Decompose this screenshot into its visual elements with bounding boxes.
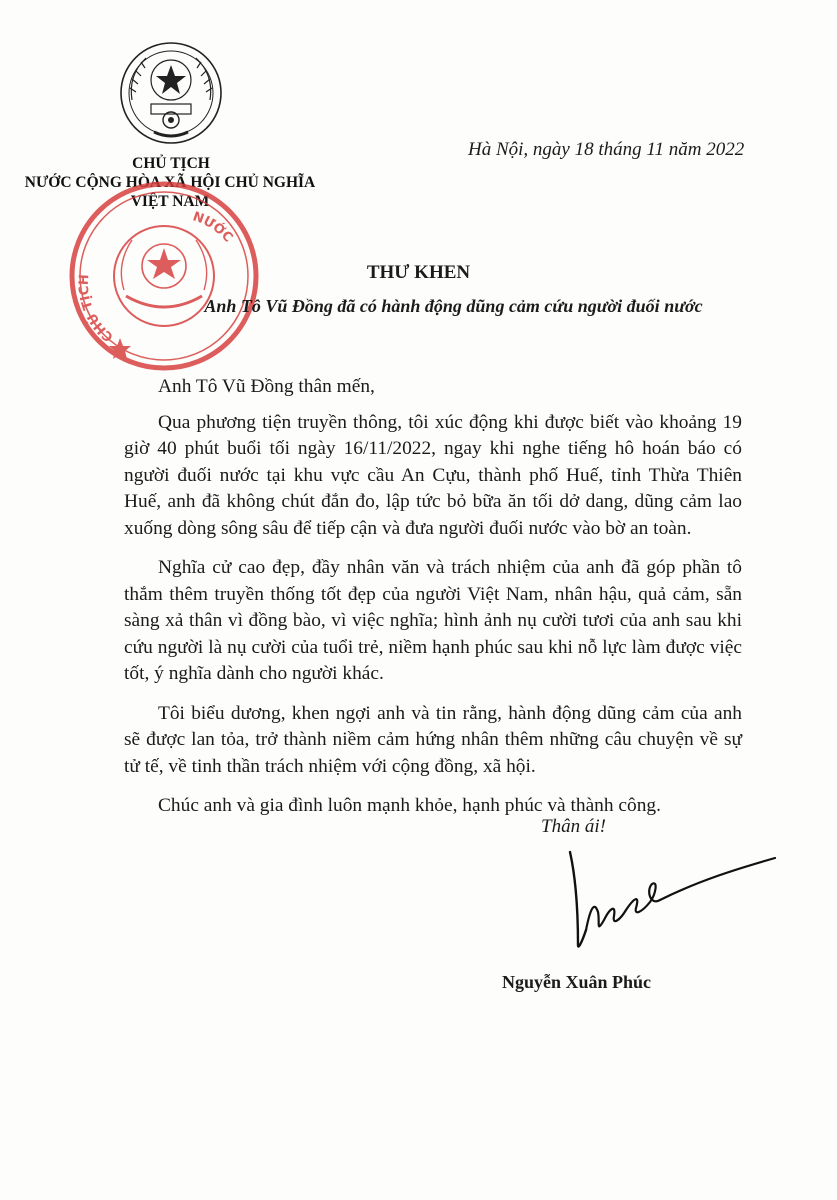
date-line: Hà Nội, ngày 18 tháng 11 năm 2022 [468,139,745,160]
letter-subtitle: Anh Tô Vũ Đồng đã có hành động dũng cảm cứu người đuối nước [204,296,703,316]
org-title: CHỦ TỊCH [132,155,210,172]
letter-title: THƯ KHEN [366,262,471,283]
national-emblem-icon [118,40,224,146]
org-country: VIỆT NAM [130,193,210,210]
paragraph: Nghĩa cử cao đẹp, đầy nhân văn và trách nhiệm của anh đã góp phần tô thắm thêm truyền thống tốt đẹp của người Việt Nam, nhân hậu, quả cảm, sẵn sàng xả thân vì đồng bào, vì việc nghĩa; hình ảnh nụ cười tươi của anh sau khi cứu người là nụ cười của tuổi trẻ, niềm hạnh phúc sau khi nỗ lực làm được việc tốt, ý nghĩa dành cho người khác. [124,557,742,684]
salutation: Anh Tô Vũ Đồng thân mến, [158,376,375,397]
signer-name: Nguyễn Xuân Phúc [502,972,652,992]
signature-icon [560,850,790,960]
paragraph: Qua phương tiện truyền thông, tôi xúc động khi được biết vào khoảng 19 giờ 40 phút buổi tối ngày 16/11/2022, ngay khi nghe tiếng hô hoán báo có người đuối nước tại khu vực cầu An Cựu, thành phố Huế, tỉnh Thừa Thiên Huế, anh đã không chút đắn đo, lập tức bỏ bữa ăn tối dở dang, dũng cảm lao xuống dòng sông sâu để tiếp cận và đưa người đuối nước vào bờ an toàn. [124,411,742,539]
seal-text-left: CHỦ TỊCH [76,273,117,345]
paragraph: Tôi biểu dương, khen ngợi anh và tin rằng, hành động dũng cảm của anh sẽ được lan tỏa, trở thành niềm cảm hứng nhân thêm những câu chuyện về sự tử tế, về tinh thần trách nhiệm với cộng đồng, xã hội. [124,702,742,777]
letter-body [124,374,742,833]
closing: Thân ái! [541,816,606,837]
org-name: NƯỚC CỘNG HÒA XÃ HỘI CHỦ NGHĨA [24,174,316,191]
seal-text-right: NƯỚC [190,209,236,246]
paragraph: Chúc anh và gia đình luôn mạnh khỏe, hạnh phúc và thành công. [158,795,661,816]
